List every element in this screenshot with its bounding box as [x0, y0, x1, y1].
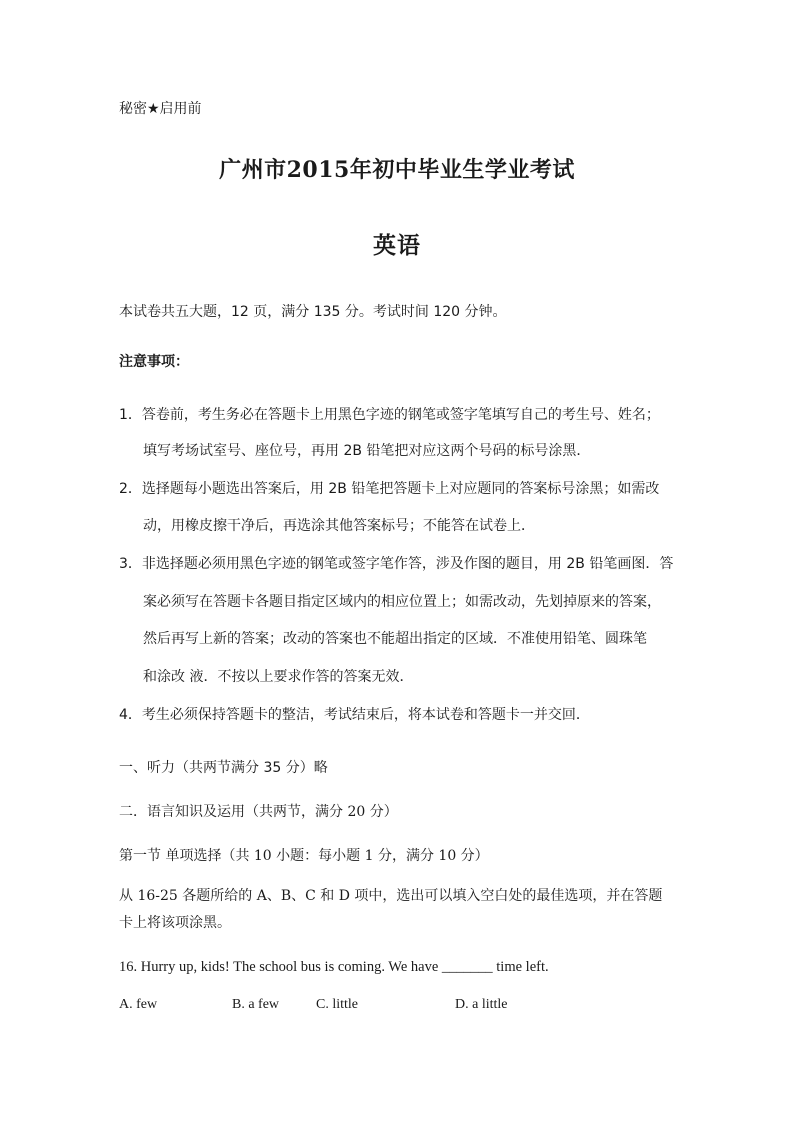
exam-title: 广州市2015年初中毕业生学业考试 [219, 157, 575, 183]
note-item-3-line-2: 案必须写在答题卡各题目指定区域内的相应位置上；如需改动，先划掉原来的答案， [143, 594, 661, 610]
subject-title: 英语 [373, 232, 421, 259]
note-item-3-line-1: 3．非选择题必须用黑色字迹的钢笔或签字笔作答，涉及作图的题目，用 2B 铅笔画图．答 [119, 556, 674, 572]
note-item-3-line-3: 然后再写上新的答案；改动的答案也不能超出指定的区域．不准使用铅笔、圆珠笔 [143, 631, 647, 647]
question-16-stem: 16. Hurry up, kids! The school bus is coming. We have _______ time left. [119, 959, 549, 975]
question-16-option-d: D. a little [455, 997, 508, 1012]
question-16-option-a: A. few [119, 997, 158, 1012]
instruction-line-1: 从 16-25 各题所给的 A、B、C 和 D 项中，选出可以填入空白处的最佳选项，并在答题 [119, 888, 663, 904]
part-one-heading: 第一节 单项选择（共 10 小题：每小题 1 分，满分 10 分） [119, 848, 489, 864]
section-listening: 一、听力（共两节满分 35 分）略 [119, 760, 328, 776]
confidential-label: 秘密★启用前 [119, 101, 202, 117]
note-item-1-line-2: 填写考场试室号、座位号，再用 2B 铅笔把对应这两个号码的标号涂黑． [143, 443, 591, 459]
note-item-3-line-4: 和涂改 液．不按以上要求作答的答案无效． [143, 669, 414, 685]
instruction-line-2: 卡上将该项涂黑。 [119, 915, 231, 931]
note-item-2-line-1: 2．选择题每小题选出答案后，用 2B 铅笔把答题卡上对应题同的答案标号涂黑；如需改 [119, 481, 660, 497]
note-item-2-line-2: 动，用橡皮擦干净后，再选涂其他答案标号；不能答在试卷上． [143, 518, 535, 534]
note-item-1-line-1: 1．答卷前，考生务必在答题卡上用黑色字迹的钢笔或签字笔填写自己的考生号、姓名； [119, 407, 660, 423]
section-language: 二．语言知识及运用（共两节，满分 20 分） [119, 804, 398, 820]
exam-intro: 本试卷共五大题，12 页，满分 135 分。考试时间 120 分钟。 [119, 304, 507, 320]
question-16-option-c: C. little [316, 997, 358, 1012]
question-16-option-b: B. a few [232, 997, 280, 1012]
note-item-4-line-1: 4．考生必须保持答题卡的整洁，考试结束后，将本试卷和答题卡一并交回． [119, 707, 590, 723]
notes-heading: 注意事项： [119, 354, 189, 370]
